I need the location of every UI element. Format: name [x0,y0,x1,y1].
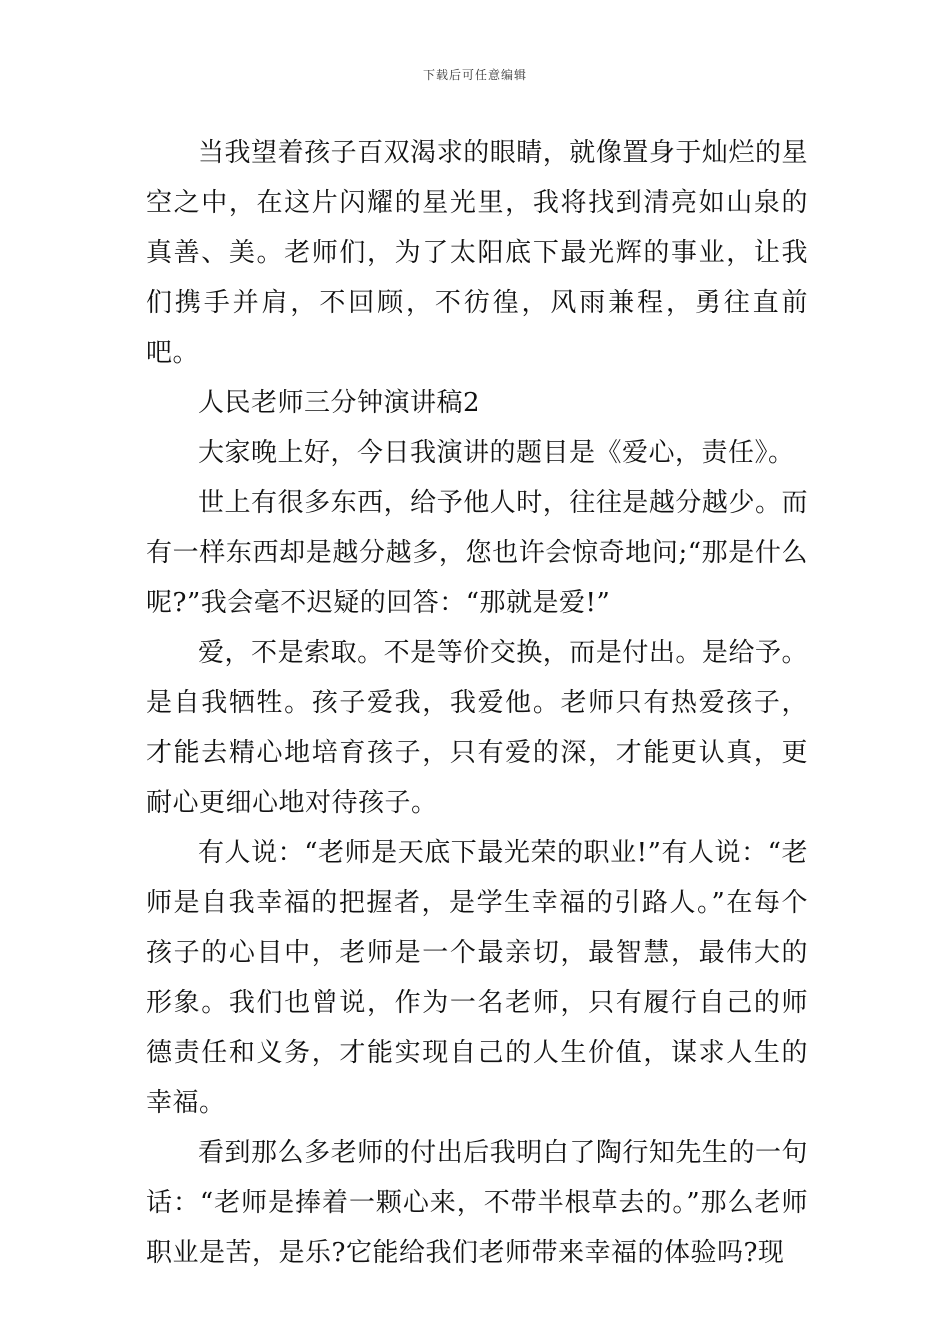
section-title: 人民老师三分钟演讲稿2 [198,388,481,418]
document-body [146,128,808,1278]
paragraph-tao-xingzhi-quote: 看到那么多老师的付出后我明白了陶行知先生的一句话：“老师是捧着一颗心来，不带半根草去的。”那么老师职业是苦，是乐?它能给我们老师带来幸福的体验吗?现 [146,1138,808,1268]
paragraph-greeting: 大家晚上好，今日我演讲的题目是《爱心，责任》。 [198,438,795,468]
paragraph-closing-lines: 当我望着孩子百双渴求的眼睛，就像置身于灿烂的星空之中，在这片闪耀的星光里，我将找到清亮如山泉的真善、美。老师们，为了太阳底下最光辉的事业，让我们携手并肩，不回顾，不彷徨，风雨兼程，勇往直前吧。 [146,138,808,368]
paragraph-love-question: 世上有很多东西，给予他人时，往往是越分越少。而有一样东西却是越分越多，您也许会惊奇地问;“那是什么呢?”我会毫不迟疑的回答：“那就是爱!” [146,488,808,618]
paragraph-love-definition: 爱，不是索取。不是等价交换，而是付出。是给予。是自我牺牲。孩子爱我，我爱他。老师只有热爱孩子，才能去精心地培育孩子，只有爱的深，才能更认真，更耐心更细心地对待孩子。 [146,638,808,818]
header-note: 下载后可任意编辑 [422,68,527,82]
paragraph-teacher-profession: 有人说：“老师是天底下最光荣的职业!”有人说：“老师是自我幸福的把握者，是学生幸福的引路人。”在每个孩子的心目中，老师是一个最亲切，最智慧，最伟大的形象。我们也曾说，作为一名老师，只有履行自己的师德责任和义务，才能实现自己的人生价值，谋求人生的幸福。 [146,838,808,1118]
